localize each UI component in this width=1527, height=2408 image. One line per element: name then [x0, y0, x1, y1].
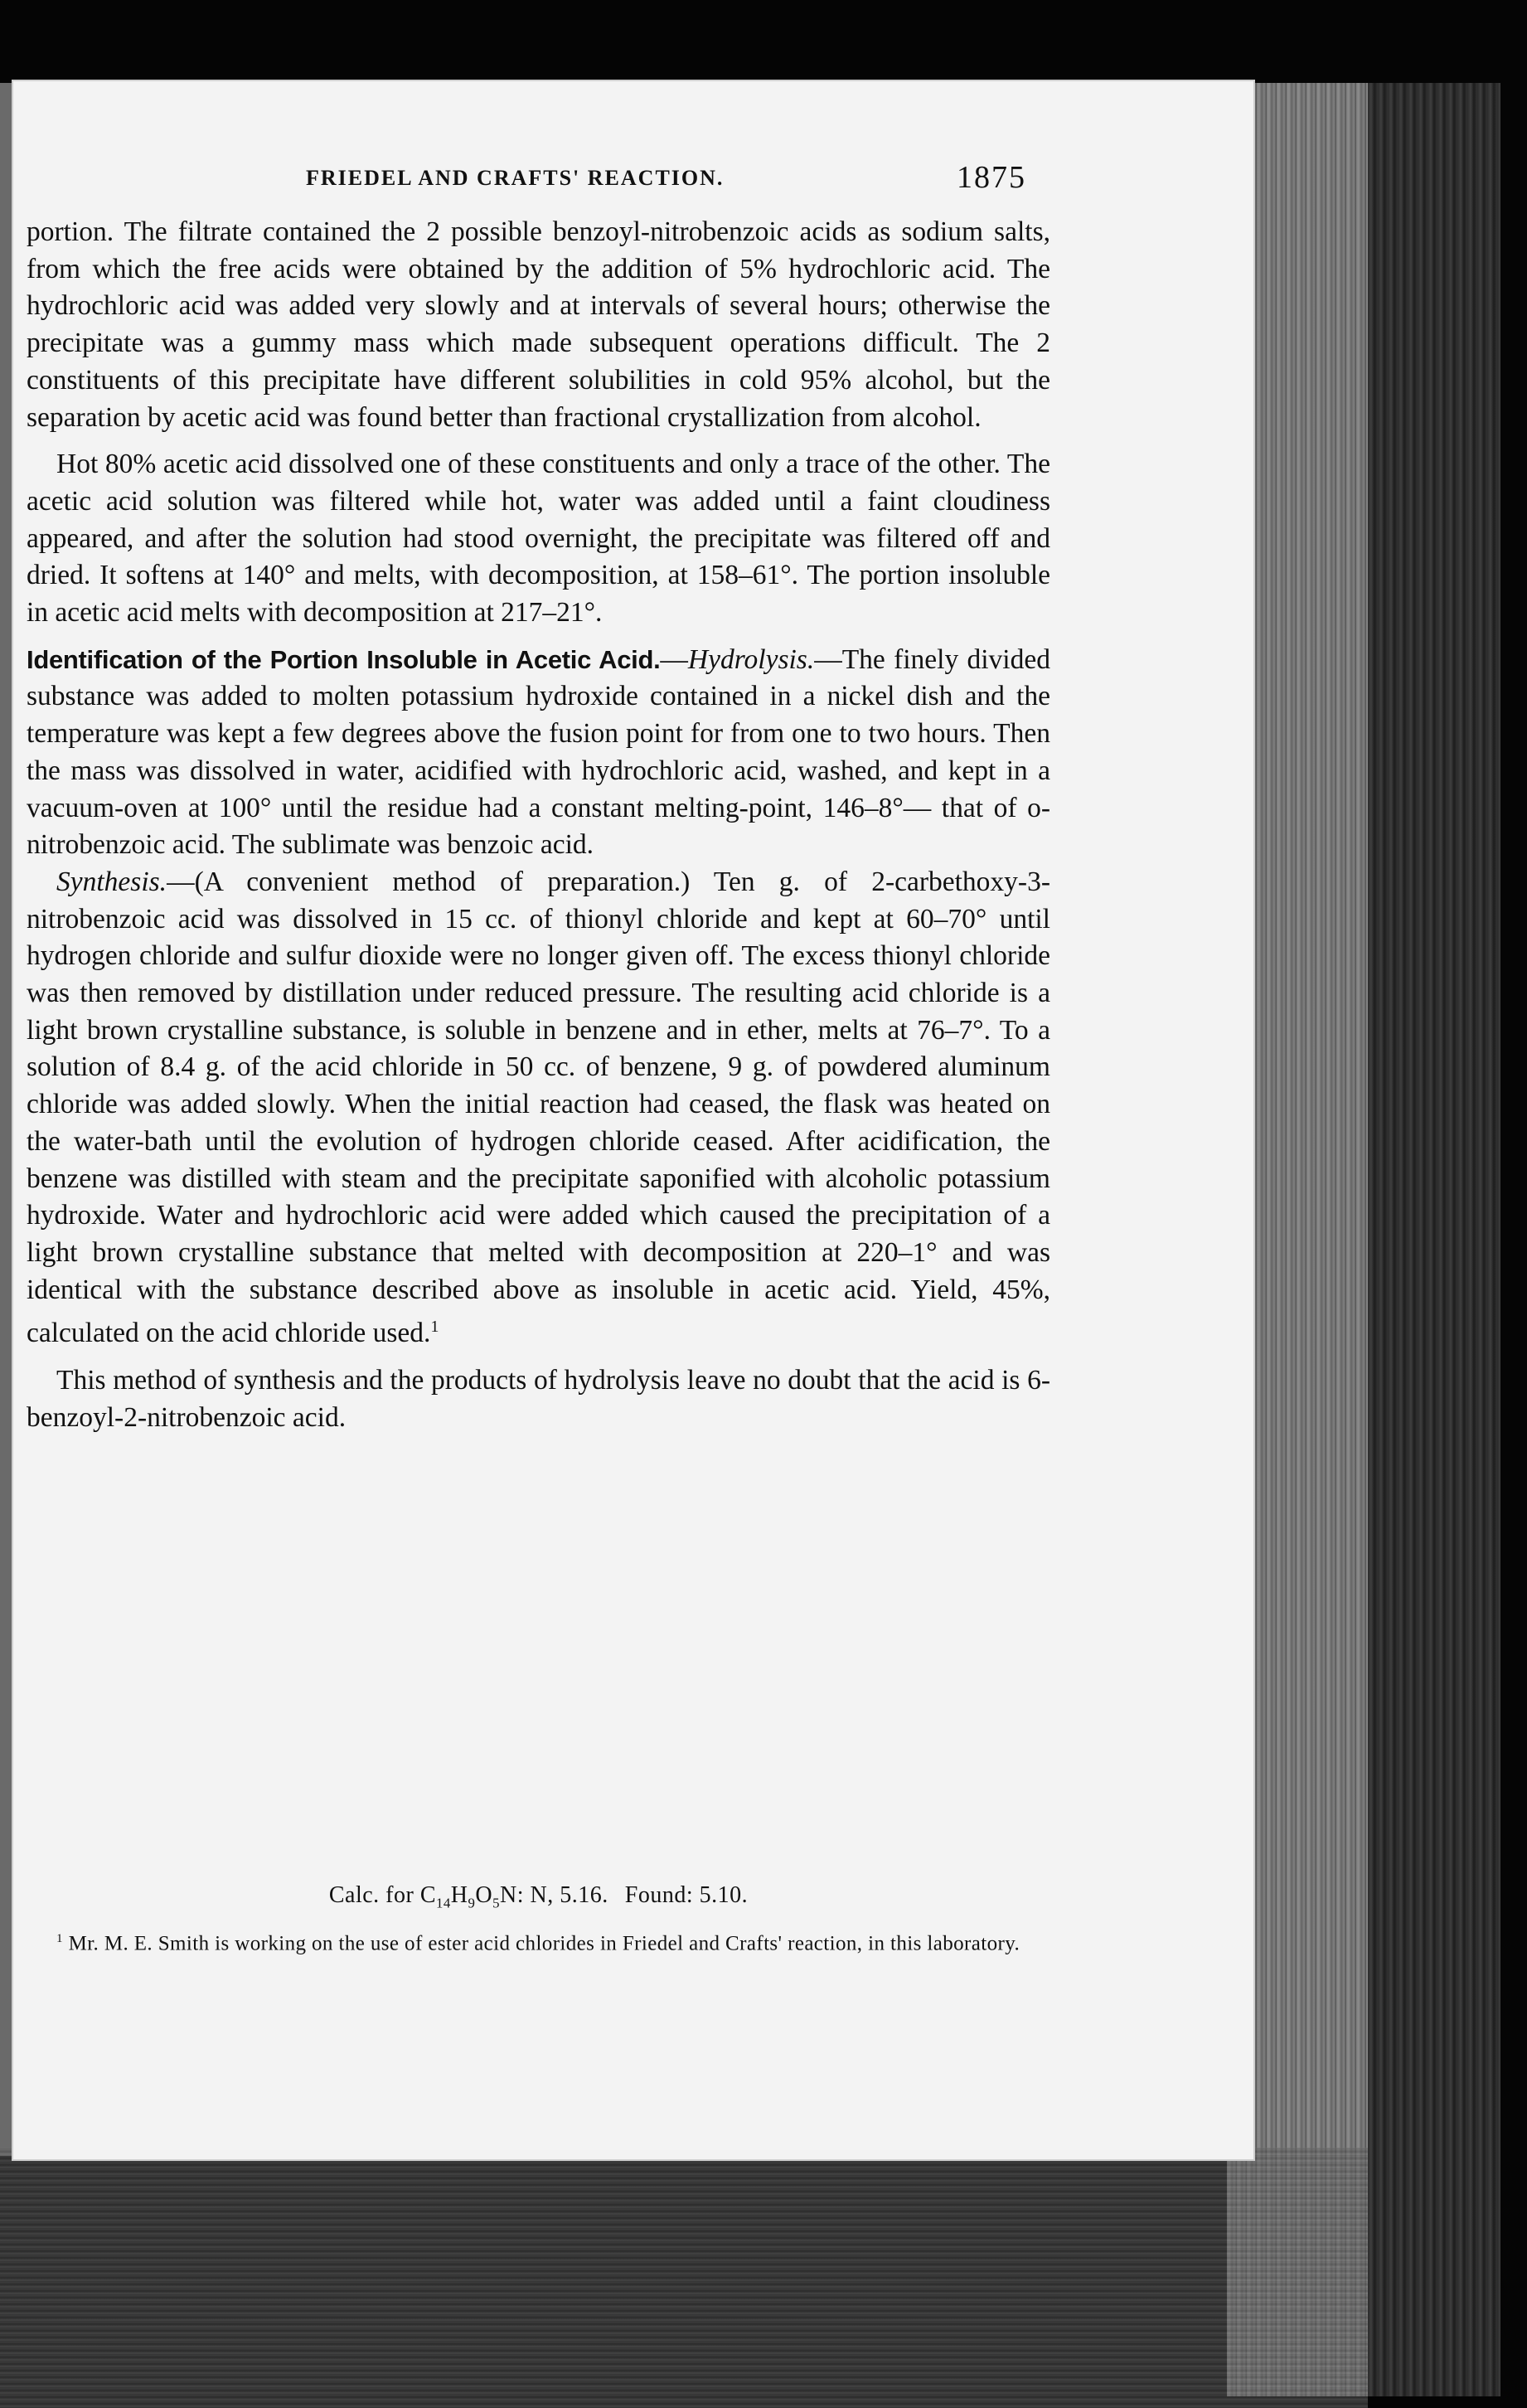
book-binding-shadow: [1368, 83, 1500, 2396]
synthesis-text: —(A convenient method of preparation.) Ten g. of 2-carbethoxy-3-nitrobenzoic acid was dissolved in 15 cc. of thionyl chloride and kept at 60–70° until hydrogen chloride and sulfur dioxide were no longer given off. The excess thionyl chloride was then removed by distillation under reduced pressure. The resulting acid chloride is a light brown crystalline substance, is soluble in benzene and in ether, melts at 76–7°. To a solution of 8.4 g. of the acid chloride in 50 cc. of benzene, 9 g. of powdered aluminum chloride was added slowly. When the initial reaction had ceased, the flask was heated on the water-bath until the evolution of hydrogen chloride ceased. After acidification, the benzene was distilled with steam and the precipitate saponified with alcoholic potassium hydroxide. Water and hydrochloric acid were added which caused the precipitation of a light brown crystalline substance that melted with decomposition at 220–1° and was identical with the substance described above as insoluble in acetic acid. Yield, 45%, calculated on the acid chloride used.: [27, 866, 1050, 1349]
paragraph-hot-acetic: Hot 80% acetic acid dissolved one of these constituents and only a trace of the other. The acetic acid solution was filtered while hot, water was added until a faint cloudiness appeared, and after the solution had stood overnight, the precipitate was filtered off and dried. It softens at 140° and melts, with decomposition, at 158–61°. The portion insoluble in acetic acid melts with decomposition at 217–21°.: [27, 449, 1050, 629]
subheading-hydrolysis: Hydrolysis.: [687, 643, 815, 675]
section-heading-identification: Identification of the Portion Insoluble in Acetic Acid.: [27, 644, 661, 674]
footnote-reference: 1: [430, 1318, 439, 1337]
footnote-text: Mr. M. E. Smith is working on the use of ester acid chlorides in Friedel and Crafts' reaction, in this laboratory.: [68, 1932, 1020, 1955]
paragraph-portion: portion. The filtrate contained the 2 possible benzoyl-nitrobenzoic acids as sodium salts, from which the free acids were obtained by the addition of 5% hydrochloric acid. The hydrochloric acid was added very slowly and at intervals of several hours; otherwise the precipitate was a gummy mass which made subsequent operations difficult. The 2 constituents of this precipitate have different solubilities in cold 95% alcohol, but the separation by acetic acid was found better than fractional crystallization from alcohol.: [27, 216, 1050, 433]
subheading-synthesis: Synthesis.: [56, 866, 167, 897]
footnote: [27, 1925, 1050, 1957]
paragraph-conclusion: This method of synthesis and the products of hydrolysis leave no doubt that the acid is 6-benzoyl-2-nitrobenzoic acid.: [27, 1365, 1050, 1433]
footnote-mark: 1: [56, 1932, 63, 1945]
calculation-line: Calc. for $C_{14}H_9O_5N$: N, 5.16. Found: 5.10.: [328, 1882, 749, 1911]
dash: —: [660, 643, 688, 675]
book-page: [12, 80, 1255, 2161]
page-number: 1875: [957, 160, 1026, 195]
paragraph-synthesis: [27, 864, 1050, 1352]
identification-text: The finely divided substance was added to molten potassium hydroxide contained in a nickel dish and the temperature was kept a few degrees above the fusion point for from one to two hours. Then the mass was dissolved in water, acidified with hydrochloric acid, washed, and kept in a vacuum-oven at 100° until the residue had a constant melting-point, 146–8°— that of o-nitrobenzoic acid. The sublimate was benzoic acid.: [27, 643, 1050, 861]
scan-bottom-margin: [0, 2148, 1368, 2408]
body-text: [27, 214, 1050, 1437]
paragraph-identification: [27, 642, 1050, 864]
dash: —: [814, 643, 842, 675]
running-head: FRIEDEL AND CRAFTS' REACTION.: [306, 166, 725, 190]
